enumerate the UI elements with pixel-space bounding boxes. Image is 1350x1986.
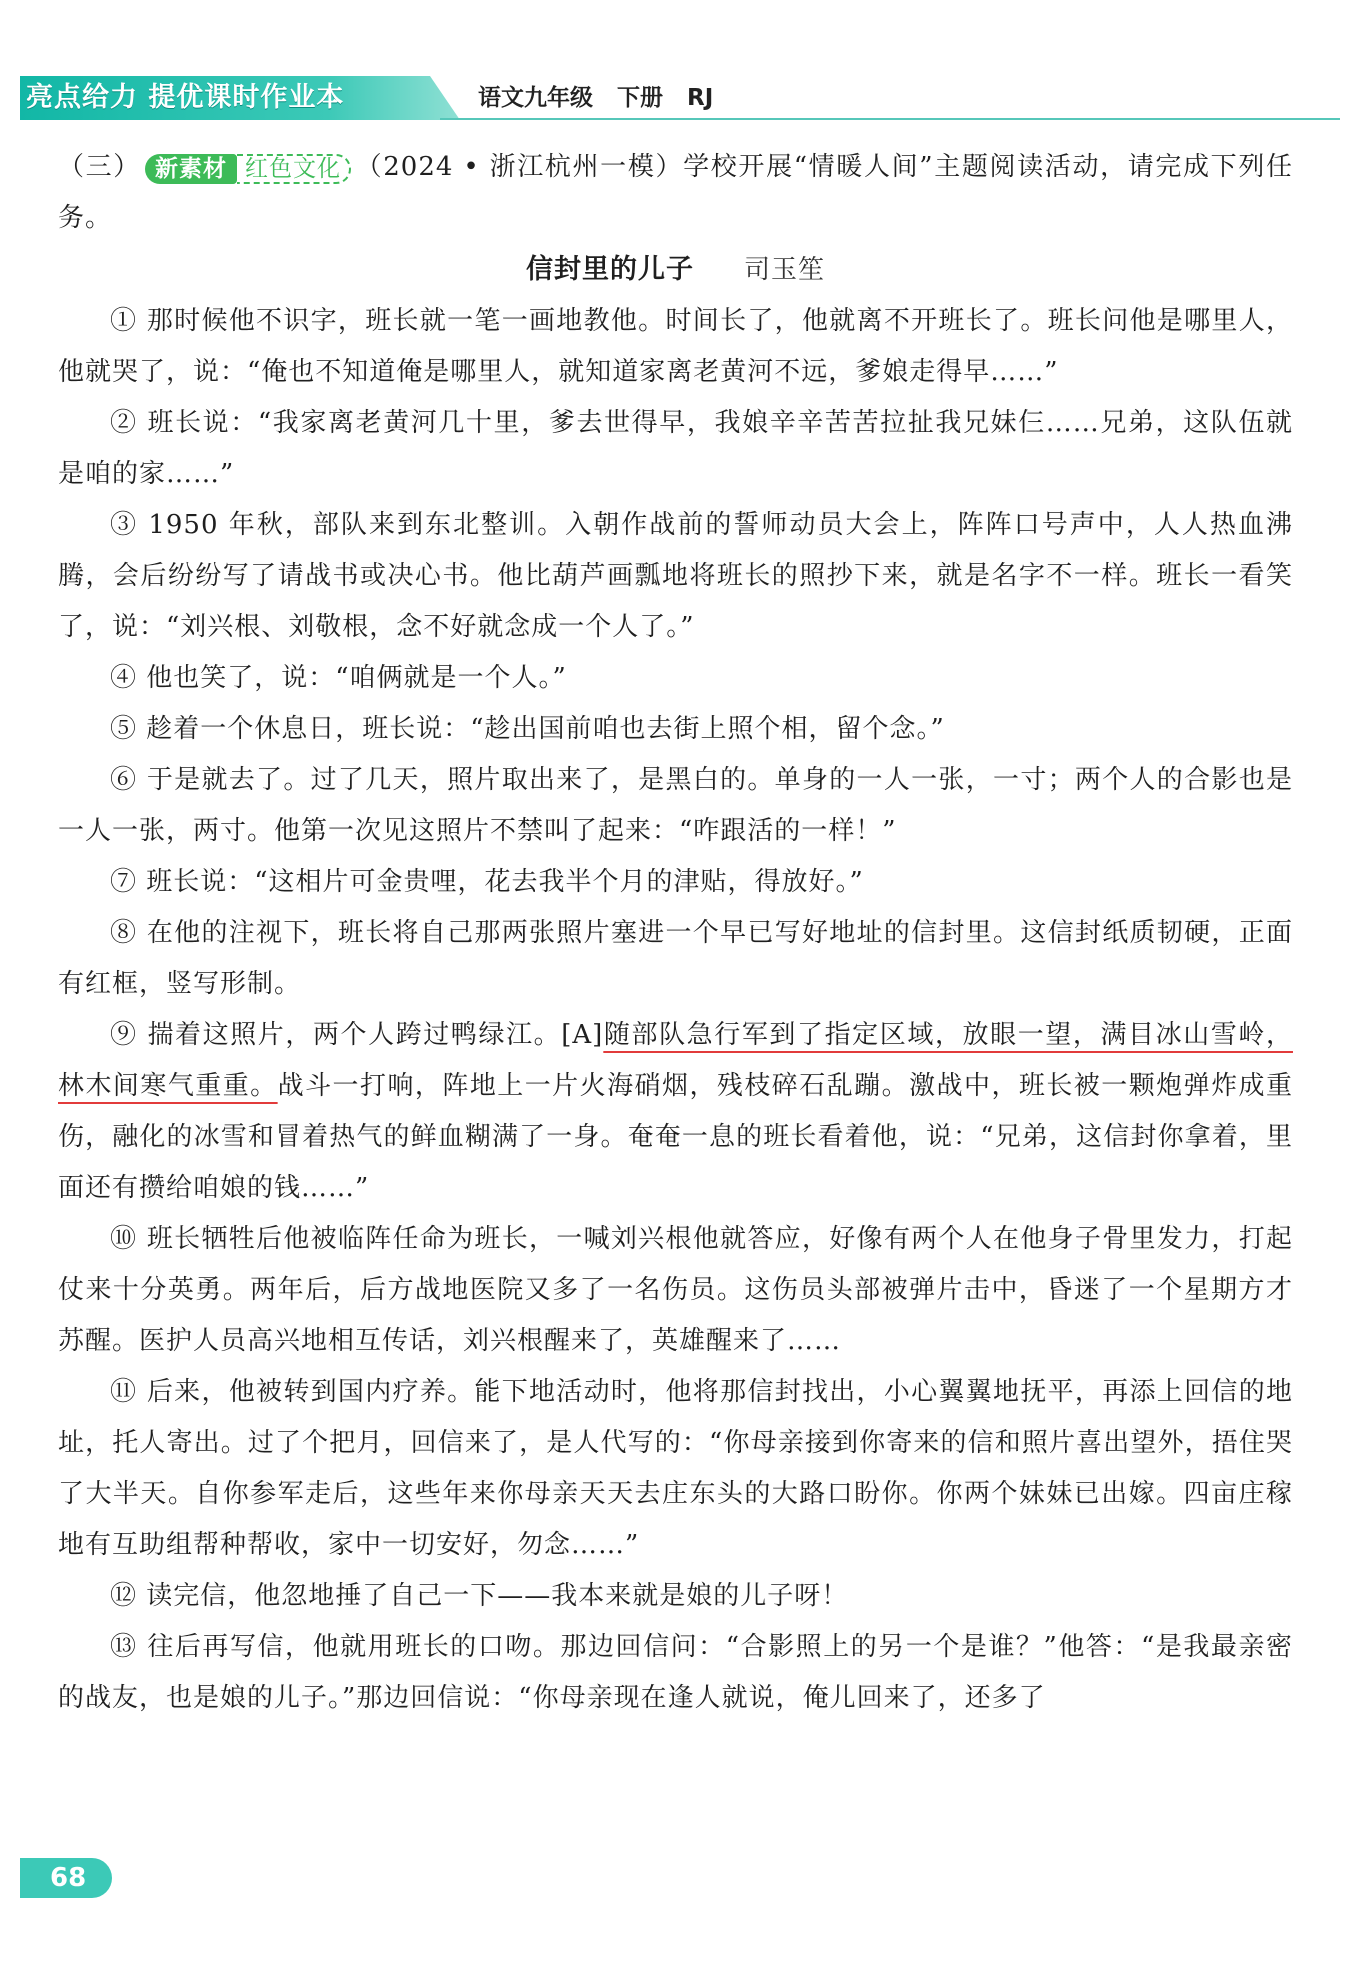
paragraph-8: ⑧ 在他的注视下，班长将自己那两张照片塞进一个早已写好地址的信封里。这信封纸质韧硬，正面有红框，竖写形制。 (58, 918, 1293, 999)
paragraph-2: ② 班长说：“我家离老黄河几十里，爹去世得早，我娘辛辛苦苦拉扯我兄妹仨……兄弟，这队伍就是咱的家……” (58, 408, 1293, 489)
article-author: 司玉笙 (743, 255, 825, 285)
page-header (20, 76, 1310, 120)
paragraph-9-start: ⑨ 揣着这照片，两个人跨过鸭绿江。[A] (110, 1020, 604, 1050)
article-heading (58, 244, 1293, 296)
paragraph-6: ⑥ 于是就去了。过了几天，照片取出来了，是黑白的。单身的一人一张，一寸；两个人的合影也是一人一张，两寸。他第一次见这照片不禁叫了起来：“咋跟活的一样！” (58, 765, 1293, 846)
tag-new-material: 新素材 (145, 154, 237, 184)
paragraph-9 (58, 1010, 1293, 1214)
underlined-sentence-a: 随部队急行军到了指定区域，放眼一望，满目冰山雪岭，林木间寒气重重。 (58, 1020, 1293, 1101)
material-tag (145, 153, 351, 184)
paragraph-5: ⑤ 趁着一个休息日，班长说：“趁出国前咱也去街上照个相，留个念。” (110, 714, 945, 744)
paragraph-1: ① 那时候他不识字，班长就一笔一画地教他。时间长了，他就离不开班长了。班长问他是哪里人，他就哭了，说：“俺也不知道俺是哪里人，就知道家离老黄河不远，爹娘走得早……” (58, 306, 1293, 387)
section-intro (58, 142, 1293, 244)
paragraph-9-end: 战斗一打响，阵地上一片火海硝烟，残枝碎石乱蹦。激战中，班长被一颗炮弹炸成重伤，融化的冰雪和冒着热气的鲜血糊满了一身。奄奄一息的班长看着他，说：“兄弟，这信封你拿着，里面还有攒给咱娘的钱……” (58, 1071, 1293, 1203)
paragraph-10: ⑩ 班长牺牲后他被临阵任命为班长，一喊刘兴根他就答应，好像有两个人在他身子骨里发力，打起仗来十分英勇。两年后，后方战地医院又多了一名伤员。这伤员头部被弹片击中，昏迷了一个星期方才苏醒。医护人员高兴地相互传话，刘兴根醒来了，英雄醒来了…… (58, 1224, 1293, 1356)
paragraph-13: ⑬ 往后再写信，他就用班长的口吻。那边回信问：“合影照上的另一个是谁？”他答：“是我最亲密的战友，也是娘的儿子。”那边回信说：“你母亲现在逢人就说，俺儿回来了，还多了 (58, 1632, 1293, 1713)
article-title: 信封里的儿子 (525, 254, 694, 285)
header-divider (440, 118, 1340, 120)
section-label: （三） (58, 152, 141, 182)
header-subtitle: 语文九年级 下册 RJ (478, 85, 714, 111)
paragraph-7: ⑦ 班长说：“这相片可金贵哩，花去我半个月的津贴，得放好。” (110, 867, 864, 897)
page-content (58, 142, 1293, 1724)
section-intro-text: （2024 • 浙江杭州一模）学校开展“情暖人间”主题阅读活动，请完成下列任务。 (58, 152, 1293, 233)
paragraph-3: ③ 1950 年秋，部队来到东北整训。入朝作战前的誓师动员大会上，阵阵口号声中，人人热血沸腾，会后纷纷写了请战书或决心书。他比葫芦画瓢地将班长的照抄下来，就是名字不一样。班长一看笑了，说：“刘兴根、刘敬根，念不好就念成一个人了。” (58, 510, 1293, 642)
paragraph-11: ⑪ 后来，他被转到国内疗养。能下地活动时，他将那信封找出，小心翼翼地抚平，再添上回信的地址，托人寄出。过了个把月，回信来了，是人代写的：“你母亲接到你寄来的信和照片喜出望外，捂住哭了大半天。自你参军走后，这些年来你母亲天天去庄东头的大路口盼你。你两个妹妹已出嫁。四亩庄稼地有互助组帮种帮收，家中一切安好，勿念……” (58, 1377, 1293, 1560)
header-brand: 亮点给力 提优课时作业本 (26, 82, 345, 113)
page-number: 68 (20, 1858, 112, 1898)
paragraph-12: ⑫ 读完信，他忽地捶了自己一下——我本来就是娘的儿子呀！ (110, 1581, 849, 1611)
paragraph-4: ④ 他也笑了，说：“咱俩就是一个人。” (110, 663, 567, 693)
tag-topic: 红色文化 (237, 154, 351, 184)
